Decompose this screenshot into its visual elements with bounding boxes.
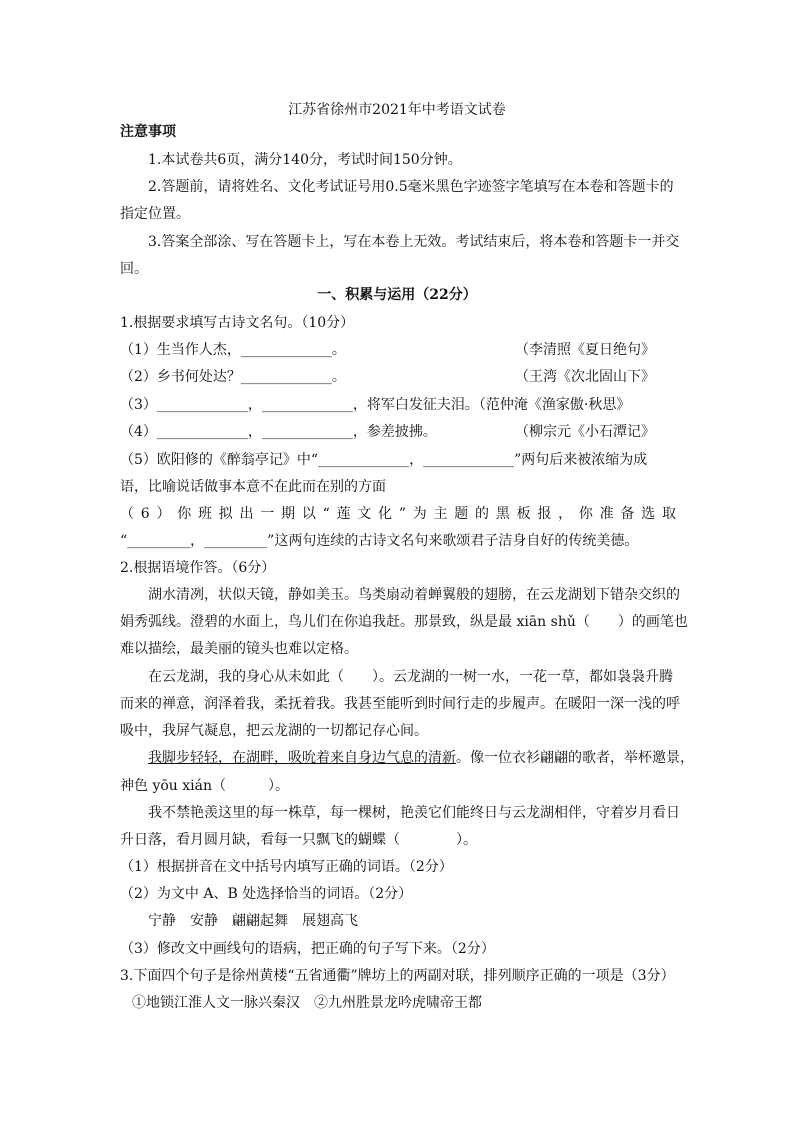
q1-line-6-char: ， <box>558 506 573 522</box>
q1-line-1: （1）生当作人杰，_____________。 <box>120 342 346 358</box>
q1-line-6-b: “_________，_________”这两句连续的古诗文名句来歌颂君子洁身自好的传统美德。 <box>120 533 639 549</box>
q1-line-6-char: 主 <box>433 506 448 522</box>
q2-passage-p3-line-1 <box>148 748 694 768</box>
notice-item-3-line-1: 3.答案全部涂、写在答题卡上，写在本卷上无效。考试结束后，将本卷和答题卡一并交 <box>148 234 680 250</box>
q1-line-2: （2）乡书何处达？_____________。 <box>120 369 346 385</box>
q1-line-6-char: 期 <box>281 506 296 522</box>
q1-line-6-char: 一 <box>260 506 275 522</box>
q1-line-6-char: 的 <box>475 506 490 522</box>
q1-line-6-char: 你 <box>177 506 192 522</box>
notice-item-3-line-2: 回。 <box>120 261 148 277</box>
q1-line-6-char: 以 <box>301 506 316 522</box>
q3-stem: 3.下面四个句子是徐州黄楼“五省通衢”牌坊上的两副对联，排列顺序正确的一项是（3分） <box>120 968 675 984</box>
q2-passage-p2-line-2: 而来的禅意，润泽着我，柔抚着我。我甚至能听到时间行走的步履声。在暖阳一深一浅的呼 <box>120 696 680 712</box>
q2-sub-2: （2）为文中 A、B 处选择恰当的词语。（2分） <box>120 886 413 902</box>
q1-line-6-char: 取 <box>661 506 676 522</box>
q1-line-6-char: 备 <box>620 506 635 522</box>
q1-line-6-char: 题 <box>454 506 469 522</box>
q2-sub-3: （3）修改文中画线句的语病，把正确的句子写下来。（2分） <box>120 941 495 957</box>
q1-line-6-char: 准 <box>599 506 614 522</box>
q2-stem: 2.根据语境作答。（6分） <box>120 560 276 576</box>
q1-line-6-char: 板 <box>516 506 531 522</box>
q1-line-6-char: 为 <box>412 506 427 522</box>
q1-line-1-source: （李清照《夏日绝句》 <box>515 342 655 358</box>
q1-line-6-char: ） <box>156 506 171 522</box>
q2-passage-p1-line-2: 娟秀弧线。澄碧的水面上，鸟儿们在你追我赶。那景致，纵是最 xiān shǔ（ ）的画笔也 <box>120 614 688 630</box>
q1-line-5-b: 语，比喻说话做事本意不在此而在别的方面 <box>120 479 386 495</box>
q1-line-6-char: 文 <box>357 506 372 522</box>
q1-line-6-char: 化 <box>378 506 393 522</box>
q2-passage-p1-line-3: 难以描绘，最美丽的镜头也难以定格。 <box>120 641 358 657</box>
q3-items: ①地锁江淮人文一脉兴秦汉 ②九州胜景龙吟虎啸帝王都 <box>132 995 482 1011</box>
q2-sub-1: （1）根据拼音在文中括号内填写正确的词语。（2分） <box>120 859 453 875</box>
q1-line-3: （3）_____________，_____________，将军白发征夫泪。（范仲淹《渔家傲·秋思》 <box>120 397 631 413</box>
q2-passage-p4-line-1: 我不禁艳羡这里的每一株草，每一棵树，艳羡它们能终日与云龙湖相伴，守着岁月看日 <box>148 805 680 821</box>
q1-line-6-char: “ <box>322 506 330 522</box>
q1-line-6-char: 选 <box>641 506 656 522</box>
q2-passage-p4-line-2: 升日落，看月圆月缺，看每一只飘飞的蝴蝶（ ）。 <box>120 832 477 848</box>
q1-line-6-char: 报 <box>537 506 552 522</box>
q1-line-6-char: （ <box>120 506 134 522</box>
page-title: 江苏省徐州市2021年中考语文试卷 <box>288 102 506 118</box>
q1-line-6-char: 班 <box>197 506 212 522</box>
q2-passage-p2-line-1: 在云龙湖，我的身心从未如此（ ）。云龙湖的一树一水，一花一草，都如袅袅升腾 <box>148 669 673 685</box>
q2-options: 宁静 安静 翩翩起舞 展翅高飞 <box>148 913 358 929</box>
q1-line-4: （4）_____________，_____________，参差披拂。 <box>120 424 437 440</box>
q1-line-5-a: （5）欧阳修的《醉翁亭记》中“_____________，_____________”两句后来被浓缩为成 <box>120 452 648 468</box>
q1-line-6-char: 莲 <box>336 506 351 522</box>
notice-item-1: 1.本试卷共6页，满分140分，考试时间150分钟。 <box>148 152 462 168</box>
q1-line-6-char: 你 <box>578 506 593 522</box>
q1-line-6-char: ” <box>398 506 406 522</box>
q2-passage-p3-line-2: 神色 yōu xián（ ）。 <box>120 778 289 794</box>
q1-line-2-source: （王湾《次北固山下》 <box>515 369 655 385</box>
notice-heading: 注意事项 <box>120 124 176 140</box>
q1-line-6-char: 出 <box>239 506 254 522</box>
q1-line-4-source: （柳宗元《小石潭记》 <box>515 424 655 440</box>
q1-line-6-char: 拟 <box>218 506 233 522</box>
q1-stem: 1.根据要求填写古诗文名句。（10分） <box>120 315 355 331</box>
section-heading: 一、积累与运用（22分） <box>317 287 477 303</box>
q2-passage-p1-line-1: 湖水清冽，状似天镜，静如美玉。鸟类扇动着蝉翼般的翅膀，在云龙湖划下错杂交织的 <box>148 587 680 603</box>
notice-item-2-line-2: 指定位置。 <box>120 206 190 222</box>
q2-passage-p2-line-3: 吸中，我屏气凝息，把云龙湖的一切都记存心间。 <box>120 723 428 739</box>
q1-line-6-a <box>120 504 676 524</box>
q2-passage-p3-rest: 。像一位衣衫翩翩的歌者，举杯邀景， <box>456 750 694 766</box>
q1-line-6-char: 黑 <box>495 506 510 522</box>
underlined-sentence: 我脚步轻轻，在湖畔，吸吮着来自身边气息的清新 <box>148 750 456 766</box>
q1-line-6-char: 6 <box>140 506 150 522</box>
notice-item-2-line-1: 2.答题前，请将姓名、文化考试证号用0.5毫米黑色字迹签字笔填写在本卷和答题卡的 <box>148 179 674 195</box>
